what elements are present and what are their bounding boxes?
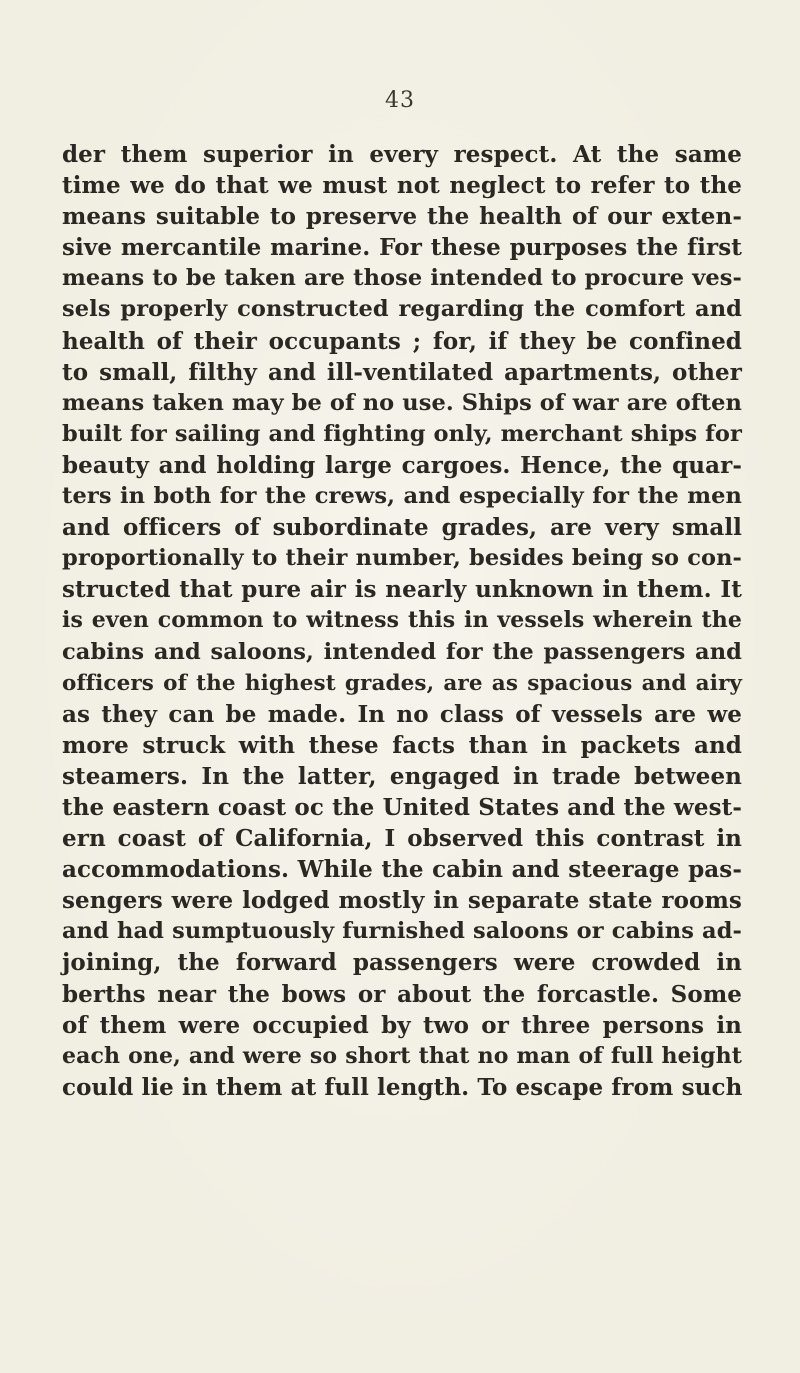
text-line: beauty and holding large cargoes. Hence, the quar-: [62, 451, 742, 479]
text-line: health of their occupants ; for, if they be confined: [62, 327, 742, 355]
text-line: sive mercantile marine. For these purposes the first: [62, 234, 742, 262]
text-line: more struck with these facts than in packets and: [62, 731, 742, 759]
text-line: the eastern coast oc the United States and the west-: [62, 793, 742, 821]
text-line: ern coast of California, I observed this contrast in: [62, 825, 742, 853]
text-line: structed that pure air is nearly unknown in them. It: [62, 576, 742, 604]
text-line: proportionally to their number, besides being so con-: [62, 545, 742, 572]
text-line: built for sailing and fighting only, merchant ships for: [62, 420, 742, 447]
text-line: is even common to witness this in vessels wherein the: [62, 607, 742, 634]
text-line: time we do that we must not neglect to refer to the: [62, 172, 742, 200]
text-line: cabins and saloons, intended for the passengers and: [62, 638, 742, 665]
text-line: means to be taken are those intended to procure ves-: [62, 265, 742, 292]
text-line: officers of the highest grades, are as spacious and airy: [62, 670, 742, 696]
text-line: could lie in them at full length. To escape from such: [62, 1073, 743, 1101]
text-line: means suitable to preserve the health of our exten-: [62, 203, 742, 231]
text-line: and officers of subordinate grades, are very small: [62, 514, 742, 542]
text-line: as they can be made. In no class of vessels are we: [62, 700, 742, 728]
text-line: sels properly constructed regarding the comfort and: [62, 296, 742, 323]
text-line: sengers were lodged mostly in separate state rooms: [62, 887, 742, 915]
text-line: der them superior in every respect. At the same: [62, 141, 742, 168]
text-line: joining, the forward passengers were crowded in: [62, 949, 742, 977]
text-line: berths near the bows or about the forcastle. Some: [62, 980, 742, 1008]
text-line: and had sumptuously furnished saloons or cabins ad-: [62, 918, 742, 945]
body-text: [62, 139, 742, 1103]
text-line: accommodations. While the cabin and steerage pas-: [62, 856, 742, 884]
text-line: means taken may be of no use. Ships of war are often: [62, 389, 742, 416]
text-line: steamers. In the latter, engaged in trade between: [62, 762, 742, 790]
text-line: ters in both for the crews, and especially for the men: [62, 483, 742, 510]
text-line: of them were occupied by two or three persons in: [62, 1011, 742, 1039]
page-number: 43: [385, 88, 415, 113]
text-line: each one, and were so short that no man of full height: [62, 1042, 742, 1069]
text-line: to small, filthy and ill-ventilated apartments, other: [62, 358, 742, 386]
